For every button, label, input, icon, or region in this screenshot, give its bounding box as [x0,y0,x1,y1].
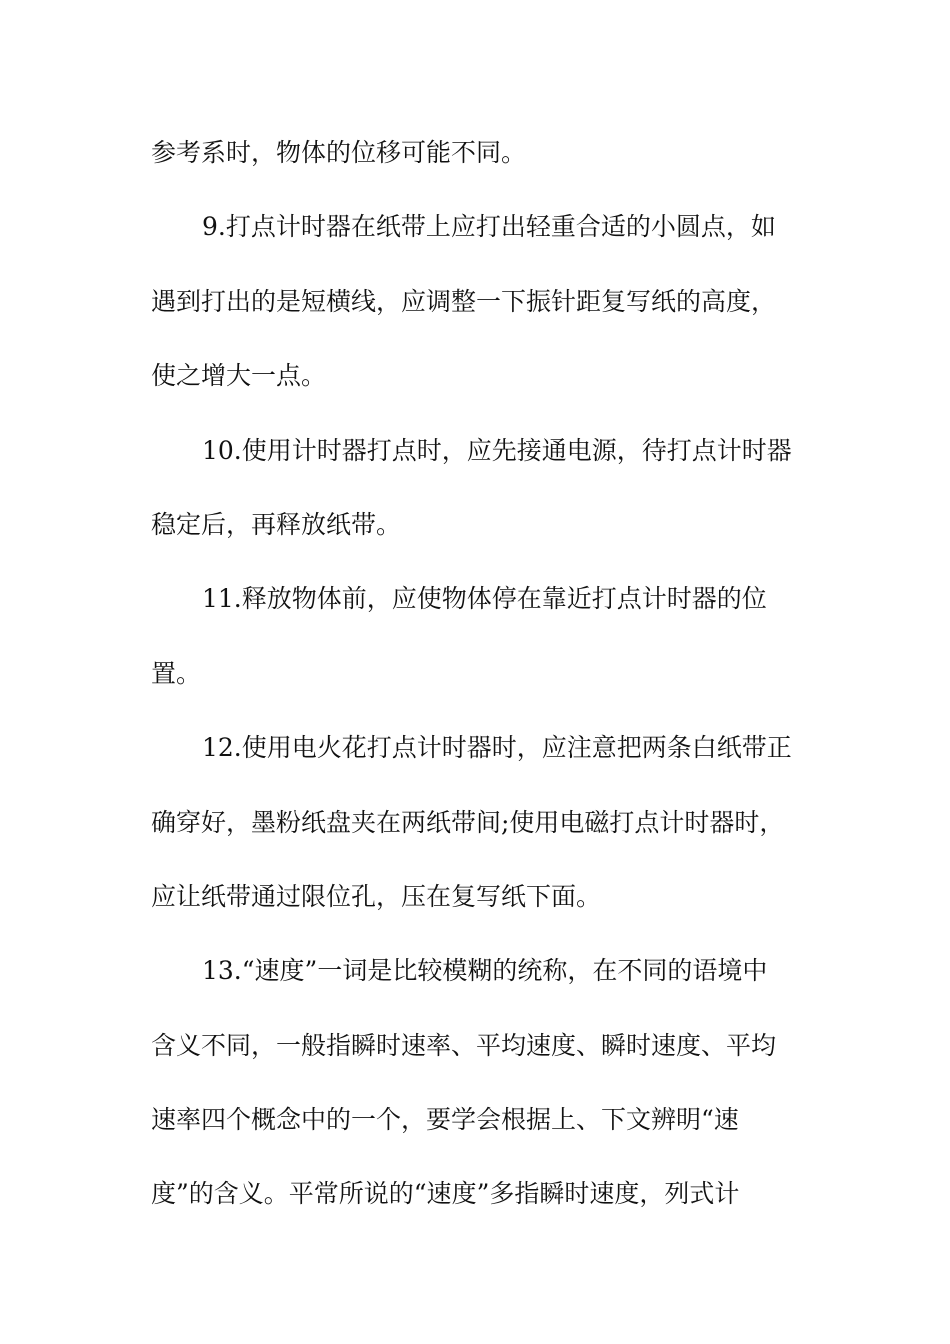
text-line: 应让纸带通过限位孔，压在复写纸下面。 [151,881,602,911]
text-line: 遇到打出的是短横线，应调整一下振针距复写纸的高度， [151,286,777,316]
text-line: 速率四个概念中的一个，要学会根据上、下文辨明“速 [151,1105,739,1135]
text-line: 参考系时，物体的位移可能不同。 [151,138,527,167]
text-line: 稳定后，再释放纸带。 [151,509,402,539]
text-line: 确穿好，墨粉纸盘夹在两纸带间;使用电磁打点计时器时， [151,807,785,837]
paragraph-start-line: 9.打点计时器在纸带上应打出轻重合适的小圆点，如 [202,212,776,242]
paragraph-start-line: 13.“速度”一词是比较模糊的统称，在不同的语境中 [202,956,768,986]
text-line: 度”的含义。平常所说的“速度”多指瞬时速度，列式计 [151,1179,740,1209]
text-line: 使之增大一点。 [151,361,327,391]
text-line: 置。 [151,658,202,688]
paragraph-start-line: 10.使用计时器打点时，应先接通电源，待打点计时器 [202,435,792,465]
paragraph-start-line: 12.使用电火花打点计时器时，应注意把两条白纸带正 [202,733,792,763]
paragraph-start-line: 11.释放物体前，应使物体停在靠近打点计时器的位 [202,584,767,614]
text-line: 含义不同，一般指瞬时速率、平均速度、瞬时速度、平均 [151,1030,777,1060]
document-body [151,127,811,1243]
